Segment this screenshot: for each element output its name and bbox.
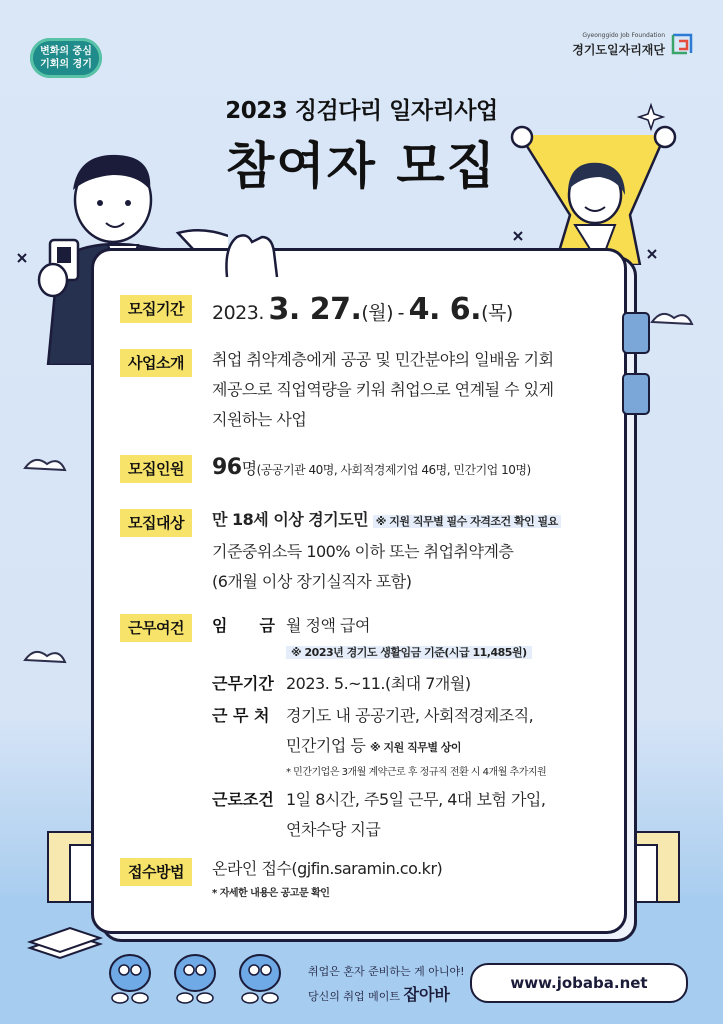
label-intro: 사업소개 [120, 349, 192, 377]
foundation-logo [572, 32, 695, 58]
label-apply: 접수방법 [120, 858, 192, 886]
wage-note: ※ 2023년 경기도 생활임금 기준(시급 11,485원) [286, 646, 532, 659]
work-period-label: 근무기간 [212, 674, 274, 693]
label-headcount: 모집인원 [120, 455, 192, 483]
headcount-detail: (공공기관 40명, 사회적경제기업 46명, 민간기업 10명) [256, 463, 531, 477]
target-note: ※ 지원 직무별 필수 자격조건 확인 필요 [373, 515, 561, 528]
slogan-line: 변화의 중심 [40, 46, 92, 57]
headcount-unit: 명 [241, 459, 257, 478]
binder-clip-icon [622, 373, 650, 415]
target-text [212, 505, 561, 597]
intro-line: 제공으로 직업역량을 키워 취업으로 연계될 수 있게 [212, 380, 554, 399]
period-start-day: (월) [361, 302, 394, 324]
page-title: 참여자 모집 [226, 137, 497, 195]
wage-value: 월 정액 급여 [286, 616, 370, 635]
intro-line: 취업 취약계층에게 공공 및 민간분야의 일배움 기회 [212, 350, 554, 369]
terms-value-2: 연차수당 지급 [286, 820, 381, 839]
private-company-note: * 민간기업은 3개월 계약근로 후 정규직 전환 시 4개월 추가지원 [286, 767, 547, 778]
workplace-note: ※ 지원 직무별 상이 [369, 741, 462, 754]
period-dash: - [397, 302, 404, 324]
label-conditions: 근무여건 [120, 614, 192, 642]
terms-value: 1일 8시간, 주5일 근무, 4대 보험 가입, [286, 790, 546, 809]
sub-title: 2023 징검다리 일자리사업 [225, 98, 498, 124]
woman-character-illustration [500, 125, 680, 265]
slogan-line: 기회의 경기 [40, 59, 92, 70]
headcount-total: 96 [212, 455, 242, 480]
cheer-line: 취업은 혼자 준비하는 게 아니야! [308, 965, 465, 978]
apply-note: * 자세한 내용은 공고문 확인 [212, 888, 330, 899]
brand-logo: 잡아바 [403, 985, 450, 1004]
intro-text [212, 345, 554, 435]
paper-stack-icon [30, 928, 100, 958]
headcount-value [212, 451, 531, 487]
period-start: 3. 27. [268, 292, 362, 327]
wage-label: 임 금 [212, 616, 275, 635]
workplace-value-line: 민간기업 등 [286, 736, 366, 755]
terms-label: 근로조건 [212, 790, 274, 809]
cheer-text: 당신의 취업 메이트 [308, 990, 401, 1003]
cheer-line-2 [308, 982, 450, 1005]
period-year: 2023. [212, 302, 264, 324]
target-line: 만 18세 이상 경기도민 [212, 510, 369, 529]
intro-line: 지원하는 사업 [212, 410, 307, 429]
wage-note-wrap [286, 639, 532, 665]
website-link[interactable]: www.jobaba.net [470, 963, 688, 1003]
binder-clip-icon [622, 312, 650, 354]
foundation-name-en: Gyeonggido Job Foundation [582, 32, 665, 39]
label-target: 모집대상 [120, 509, 192, 537]
period-end: 4. 6. [408, 292, 482, 327]
apply-value: 온라인 접수(gjfin.saramin.co.kr) [212, 859, 443, 878]
workplace-value: 경기도 내 공공기관, 사회적경제조직, [286, 706, 534, 725]
period-end-day: (목) [481, 302, 513, 324]
work-period-value: 2023. 5.~11.(최대 7개월) [286, 674, 471, 693]
target-line: (6개월 이상 장기실직자 포함) [212, 572, 412, 591]
hand-illustration [222, 232, 282, 282]
mascot-characters-illustration [100, 948, 290, 1008]
slogan-badge [30, 38, 102, 78]
label-period: 모집기간 [120, 295, 192, 323]
period-value [212, 290, 513, 334]
target-line: 기준중위소득 100% 이하 또는 취업취약계층 [212, 542, 514, 561]
foundation-name-ko: 경기도일자리재단 [572, 43, 665, 57]
workplace-label: 근 무 처 [212, 706, 270, 725]
